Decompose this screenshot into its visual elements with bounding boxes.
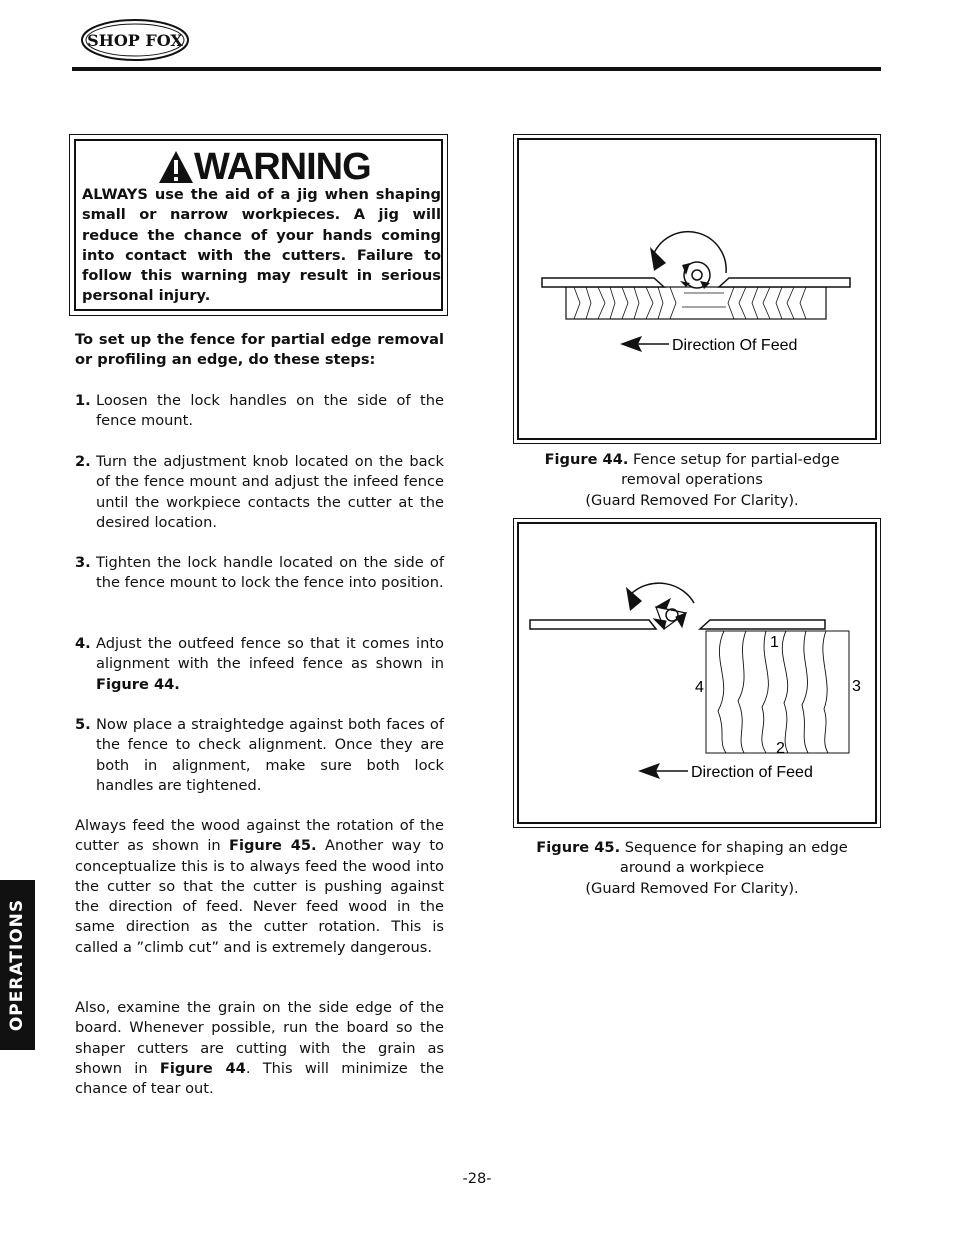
sequence-number-3: 3 [852,678,861,695]
warning-triangle-icon [158,150,194,184]
figure-44-illustration [514,135,880,443]
grain-paragraph: Also, examine the grain on the side edge of the board. Whenever possible, run the board so the shaper cutters are cutting with the grain as shown in Figure 44. This will minimize the chance of tear out. [75,999,444,1098]
figure-45-caption: Figure 45. Sequence for shaping an edge around a workpiece (Guard Removed For Clarity). [536,839,848,897]
section-tab-label: OPERATIONS [7,898,28,1032]
step-number: 3. [75,554,91,571]
feed-direction-label: Direction of Feed [691,764,813,781]
caption-figure-ref: Figure 45. [536,839,621,856]
warning-title: WARNING [194,146,371,188]
header-rule [72,67,881,71]
step-number: 1. [75,392,91,409]
step-number: 5. [75,716,91,733]
page-number: -28- [462,1170,492,1187]
step-4 [75,634,444,695]
intro-text: To set up the fence for partial edge removal or profiling an edge, do these steps: [75,331,444,369]
sequence-number-4: 4 [695,679,704,696]
figure-45-illustration [514,519,880,827]
figure-reference: Figure 44 [159,1059,246,1077]
step-number: 2. [75,453,91,470]
figure-45 [513,518,881,828]
shop-fox-logo [80,18,190,62]
figure-44 [513,134,881,444]
operations-section-tab [0,880,35,1050]
climb-cut-paragraph: Always feed the wood against the rotation of the cutter as shown in Figure 45. Another way to conceptualize this is to always feed the wood into the cutter so that the cutter is pushing against the direction of feed. Never feed wood in the same direction as the cutter rotation. This is called a ”climb cut” and is extremely dangerous. [75,817,444,956]
warning-box [69,134,448,316]
figure-reference: Figure 44. [96,675,180,693]
step-text: Loosen the lock handles on the side of the fence mount. [96,392,444,430]
step-2 [75,452,444,533]
step-number: 4. [75,635,91,652]
step-1 [75,391,444,432]
sequence-number-1: 1 [770,634,779,651]
warning-text: ALWAYS use the aid of a jig when shaping small or narrow workpieces. A jig will reduce the chance of your hands coming into contact with the cutters. Failure to follow this warning may result in serious personal injury. [82,186,441,305]
feed-direction-label: Direction Of Feed [672,337,798,354]
figure-44-caption: Figure 44. Fence setup for partial-edge removal operations (Guard Removed For Clarity). [544,451,840,509]
step-text: Now place a straightedge against both faces of the fence to check alignment. Once they are both in alignment, make sure both lock handles are tightened. [96,716,444,794]
step-3 [75,553,444,594]
step-5 [75,715,444,796]
svg-text:SHOP FOX: SHOP FOX [87,31,183,50]
sequence-number-2: 2 [776,740,785,757]
warning-heading [158,145,371,189]
step-text: Tighten the lock handle located on the side of the fence mount to lock the fence into position. [96,554,444,592]
figure-reference: Figure 45. [229,837,317,855]
step-text: Turn the adjustment knob located on the back of the fence mount and adjust the infeed fence until the workpiece contacts the cutter at the desired location. [96,453,444,531]
step-text: Adjust the outfeed fence so that it comes into alignment with the infeed fence as shown in Figure 44. [96,635,444,693]
caption-figure-ref: Figure 44. [544,451,629,468]
